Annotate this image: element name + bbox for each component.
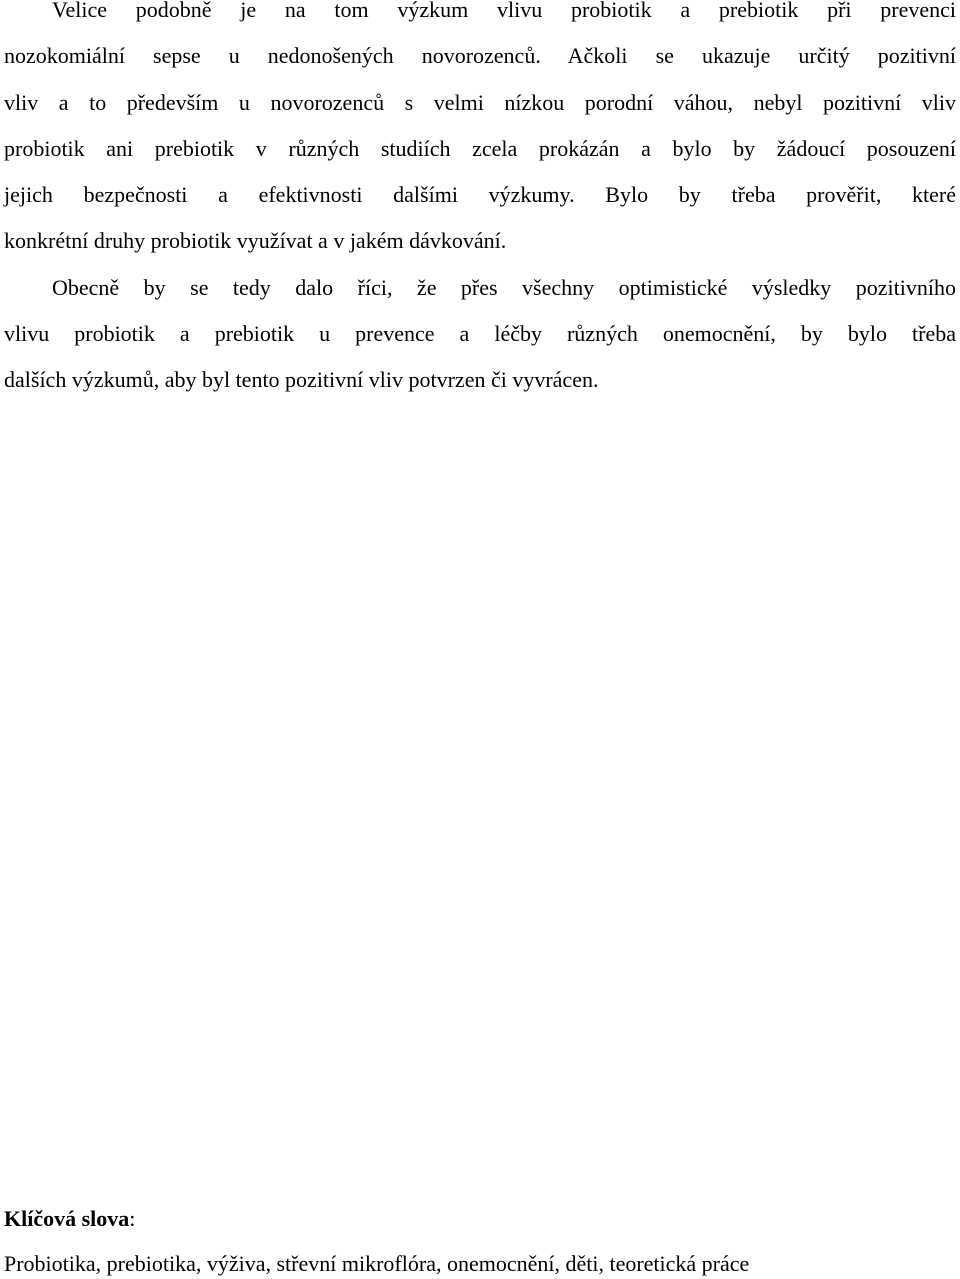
keywords-heading-colon: :	[129, 1206, 136, 1231]
body-text	[4, 0, 956, 404]
keywords-heading-label: Klíčová slova	[4, 1206, 130, 1231]
keywords-list: Probiotika, prebiotika, výživa, střevní mikroflóra, onemocnění, děti, teoretická práce	[4, 1251, 750, 1276]
text-line: nozokomiální sepse u nedonošených novorozenců. Ačkoli se ukazuje určitý pozitivní	[4, 43, 956, 69]
text-line: probiotik ani prebiotik v různých studiích zcela prokázán a bylo by žádoucí posouzení	[4, 135, 956, 161]
text-line: Velice podobně je na tom výzkum vlivu probiotik a prebiotik při prevenci	[52, 0, 956, 22]
paragraph-probiotics-sepsis	[4, 0, 956, 265]
keywords-heading	[4, 1204, 135, 1234]
text-line: Obecně by se tedy dalo říci, že přes všechny optimistické výsledky pozitivního	[52, 274, 956, 300]
text-line: dalších výzkumů, aby byl tento pozitivní vliv potvrzen či vyvrácen.	[4, 367, 599, 393]
text-line: vliv a to především u novorozenců s velmi nízkou porodní váhou, nebyl pozitivní vliv	[4, 89, 956, 115]
text-line: vlivu probiotik a prebiotik u prevence a léčby různých onemocnění, by bylo třeba	[4, 321, 956, 347]
text-line: konkrétní druhy probiotik využívat a v jakém dávkování.	[4, 228, 507, 254]
text-line: jejich bezpečnosti a efektivnosti dalšími výzkumy. Bylo by třeba prověřit, které	[4, 182, 956, 208]
paragraph-conclusion	[4, 265, 956, 404]
